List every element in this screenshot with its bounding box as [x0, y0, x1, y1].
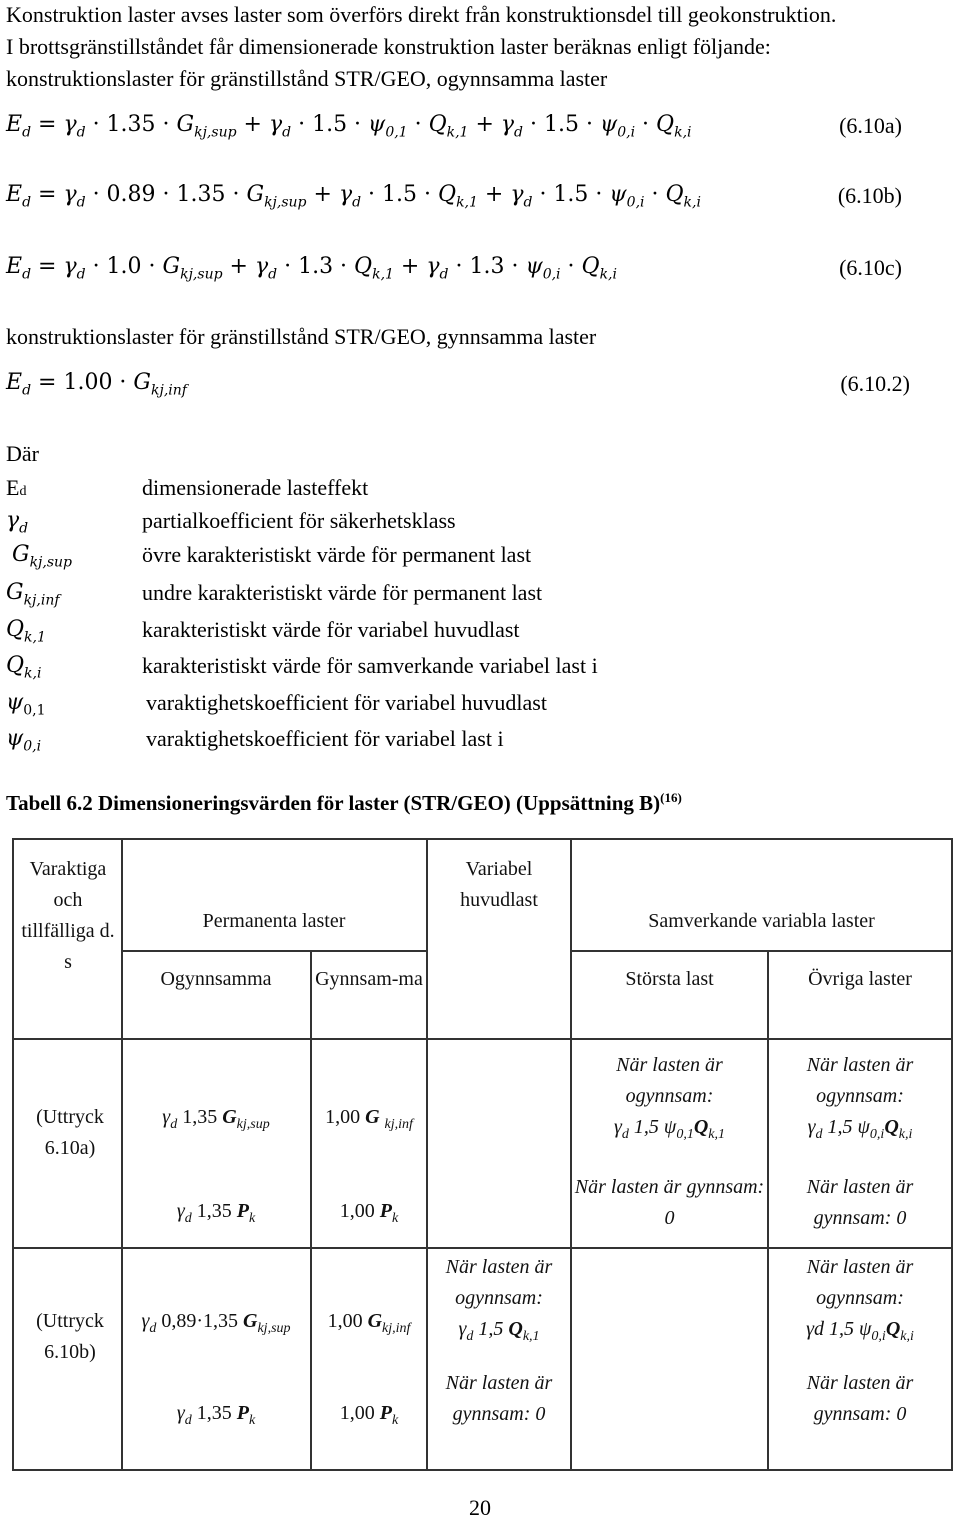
- header-largest: Största last: [625, 968, 714, 990]
- cell-6-10b-unfav-G: $\gamma_d$ 0,89·1,35 $G_{kj,sup}$: [141, 1310, 291, 1336]
- header-permanent: Permanenta laster: [202, 910, 346, 932]
- when-unfav-text: När lasten är ogynnsam:: [616, 1054, 723, 1107]
- symbol-psi-01: $\psi_{0,1}$: [6, 690, 46, 719]
- cell-6-10a-fav-G: 1,00 G $_{kj,inf}$: [325, 1106, 413, 1132]
- header-durable: Varaktiga och tillfälliga d. s: [21, 858, 115, 973]
- when-unfav-text: När lasten är ogynnsam:: [806, 1256, 914, 1309]
- symbol-G-inf: $G_{kj,inf}$: [6, 580, 60, 609]
- cell-6-10a-fav-P: 1,00 $P_k$: [339, 1200, 399, 1226]
- intro-line-2: I brottsgränstillståndet får dimensionerade konstruktion laster beräknas enligt följande:: [6, 34, 771, 59]
- equation-label: (6.10a): [839, 113, 902, 138]
- favourable-heading: konstruktionslaster för gränstillstånd STR/GEO, gynnsamma laster: [6, 324, 597, 349]
- definition: varaktighetskoefficient för variabel huvudlast: [146, 690, 547, 715]
- caption-text: Tabell 6.2 Dimensioneringsvärden för laster (STR/GEO) (Uppsättning B): [6, 791, 661, 815]
- equation-label: (6.10b): [837, 183, 902, 208]
- caption-footnote: (16): [660, 790, 682, 805]
- equation-6-10c: $E_d = \gamma_d \cdot 1.0 \cdot G_{kj,sup} + \gamma_d \cdot 1.3 \cdot Q_{k,1} + \gamma_d \cdot 1.3 \cdot \psi_{0,i} \cdot Q_{k,i}$: [6, 254, 617, 283]
- when-unfav-text: När lasten är ogynnsam:: [806, 1054, 914, 1107]
- symbol-Q-ki: $Q_{k,i}$: [6, 653, 42, 682]
- intro-line-3: konstruktionslaster för gränstillstånd STR/GEO, ogynnsamma laster: [6, 66, 608, 91]
- definition: varaktighetskoefficient för variabel last i: [146, 726, 504, 751]
- cell-6-10b-fav-G: 1,00 $G_{kj,inf}$: [327, 1310, 411, 1336]
- header-favourable: Gynnsam-ma: [315, 968, 423, 990]
- where-label: Där: [6, 441, 39, 466]
- table-divider: [570, 950, 951, 952]
- definition: partialkoefficient för säkerhetsklass: [142, 508, 456, 533]
- cell-6-10b-main-fav: När lasten är gynnsam: 0: [445, 1372, 553, 1425]
- cell-6-10a-largest-fav: När lasten är gynnsam: 0: [574, 1176, 765, 1229]
- cell-6-10a-unfav-P: $\gamma_d$ 1,35 $P_k$: [176, 1200, 256, 1226]
- cell-6-10b-unfav-P: $\gamma_d$ 1,35 $P_k$: [176, 1402, 256, 1428]
- when-unfav-text: När lasten är ogynnsam:: [445, 1256, 553, 1309]
- equation-label: (6.10c): [839, 255, 902, 280]
- equation-6-10a: $E_d = \gamma_d \cdot 1.35 \cdot G_{kj,sup} + \gamma_d \cdot 1.5 \cdot \psi_{0,1} \cdot Q_{k,1} + \gamma_d \cdot 1.5 \cdot \psi_{0,i} \cdot Q_{k,i}$: [6, 112, 692, 141]
- table-divider: [14, 1038, 951, 1040]
- symbol-G-sup: $G_{kj,sup}$: [12, 542, 73, 571]
- table-divider: [14, 1247, 951, 1249]
- cell-6-10a-unfav-G: $\gamma_d$ 1,35 $G_{kj,sup}$: [162, 1106, 270, 1132]
- definition: undre karakteristiskt värde för permanent last: [142, 580, 543, 605]
- cell-6-10b-other-fav: När lasten är gynnsam: 0: [806, 1372, 914, 1425]
- intro-line-1: Konstruktion laster avses laster som överförs direkt från konstruktionsdel till geokonstruktion.: [6, 2, 837, 27]
- cell-6-10b-other-unfav: När lasten är ogynnsam: γd 1,5 $\psi_{0,i}Q_{k,i}$: [806, 1256, 914, 1344]
- definition: övre karakteristiskt värde för permanent last: [142, 542, 532, 567]
- row-label-6-10b: (Uttryck 6.10b): [36, 1310, 104, 1363]
- table-divider: [121, 950, 426, 952]
- row-label-6-10a: (Uttryck 6.10a): [36, 1106, 104, 1159]
- equation-label: (6.10.2): [840, 371, 910, 396]
- definition: dimensionerade lasteffekt: [142, 475, 369, 500]
- header-other: Övriga laster: [808, 968, 912, 990]
- symbol-Ed: Ed: [6, 475, 27, 500]
- header-main-variable: Variabel huvudlast: [460, 858, 538, 911]
- equation-6-10-2: $E_d = 1.00 \cdot G_{kj,inf}$: [6, 370, 187, 399]
- table-caption: [6, 790, 682, 816]
- symbol-Q-k1: $Q_{k,1}$: [6, 617, 46, 646]
- cell-6-10b-main-unfav: När lasten är ogynnsam: $\gamma_d$ 1,5 $Q_{k,1}$: [445, 1256, 553, 1344]
- cell-6-10a-other-fav: När lasten är gynnsam: 0: [806, 1176, 914, 1229]
- equation-6-10b: $E_d = \gamma_d \cdot 0.89 \cdot 1.35 \cdot G_{kj,sup} + \gamma_d \cdot 1.5 \cdot Q_{k,1} + \gamma_d \cdot 1.5 \cdot \psi_{0,i} \cdot Q_{k,i}$: [6, 182, 701, 211]
- header-unfavourable: Ogynnsamma: [160, 968, 272, 990]
- symbol-gamma-d: $\gamma_d$: [6, 508, 29, 537]
- cell-6-10a-largest-unfav: När lasten är ogynnsam: $\gamma_d$ 1,5 $\psi_{0,1}Q_{k,1}$: [614, 1054, 725, 1142]
- definition: karakteristiskt värde för variabel huvudlast: [142, 617, 520, 642]
- page-number: 20: [469, 1495, 491, 1520]
- header-accompanying: Samverkande variabla laster: [648, 910, 875, 932]
- load-values-table: [12, 838, 953, 1471]
- definition: karakteristiskt värde för samverkande variabel last i: [142, 653, 598, 678]
- cell-6-10a-other-unfav: När lasten är ogynnsam: $\gamma_d$ 1,5 $\psi_{0,i}Q_{k,i}$: [806, 1054, 914, 1142]
- symbol-psi-0i: $\psi_{0,i}$: [6, 726, 42, 755]
- cell-6-10b-fav-P: 1,00 $P_k$: [339, 1402, 399, 1428]
